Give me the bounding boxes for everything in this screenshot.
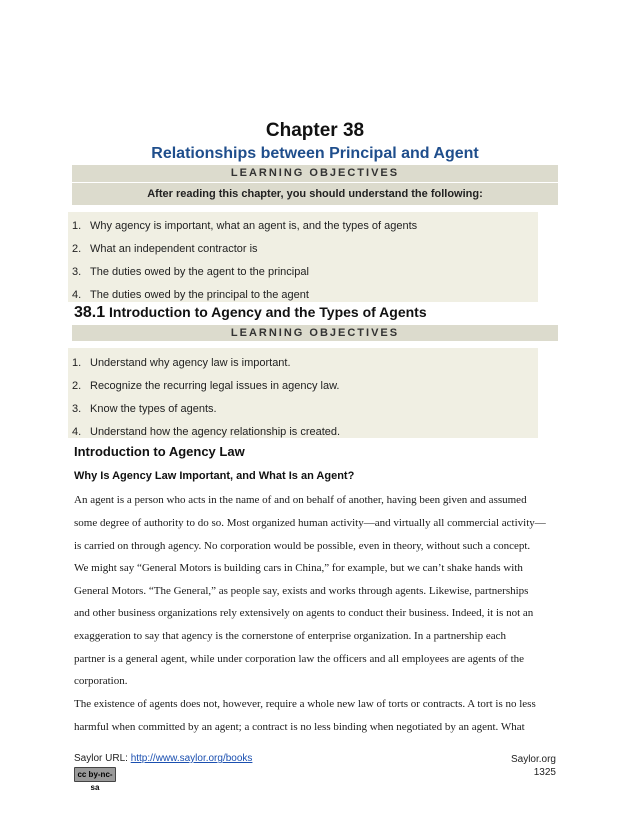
paragraph-line: partner is a general agent, while under corporation law the officers and all employees are agents of the — [74, 653, 525, 665]
paragraph-line: and other business organizations rely extensively on agents to conduct their business. Indeed, it is not an — [74, 607, 534, 619]
list-item — [72, 426, 340, 438]
list-item — [72, 357, 291, 369]
section-objectives-list-box — [68, 348, 538, 438]
list-item-number: 1. — [72, 220, 82, 232]
chapter-subtitle: Relationships between Principal and Agent — [151, 145, 479, 162]
list-item-number: 2. — [72, 243, 82, 255]
list-item-text: Know the types of agents. — [90, 403, 217, 415]
footer-publisher: Saylor.org — [510, 754, 556, 765]
list-item-number: 2. — [72, 380, 82, 392]
footer-page-info — [511, 753, 556, 779]
paragraph-line: An agent is a person who acts in the name of and on behalf of another, having been given and assumed — [74, 494, 527, 506]
list-item-number: 4. — [72, 426, 82, 438]
body-heading: Introduction to Agency Law — [74, 444, 245, 459]
list-item — [72, 243, 258, 255]
footer-url-label: Saylor URL: — [74, 753, 131, 764]
list-item — [72, 289, 309, 301]
list-item — [72, 380, 339, 392]
body-subheading: Why Is Agency Law Important, and What Is an Agent? — [74, 470, 355, 482]
list-item-text: Understand how the agency relationship is created. — [90, 426, 341, 438]
paragraph-line: corporation. — [74, 675, 128, 687]
footer-source — [74, 753, 252, 764]
list-item-text: Recognize the recurring legal issues in agency law. — [90, 380, 340, 392]
license-badge-icon: cc by-nc-sa — [74, 767, 116, 782]
list-item-text: The duties owed by the principal to the agent — [90, 289, 309, 301]
chapter-objectives-list-box — [68, 212, 538, 302]
list-item-text: The duties owed by the agent to the principal — [90, 266, 309, 278]
paragraph-line: The existence of agents does not, however, require a whole new law of torts or contracts. A tort is no less — [74, 698, 536, 710]
footer-url-link[interactable]: http://www.saylor.org/books — [130, 753, 253, 764]
paragraph-line: is carried on through agency. No corporation would be possible, even in theory, without such a concept. — [74, 540, 531, 552]
paragraph-line: some degree of authority to do so. Most organized human activity—and virtually all commercial activity— — [74, 517, 546, 529]
list-item — [72, 403, 217, 415]
list-item-number: 1. — [72, 357, 82, 369]
list-item-number: 4. — [72, 289, 82, 301]
list-item-text: Why agency is important, what an agent is, and the types of agents — [90, 220, 418, 232]
chapter-title: Chapter 38 — [265, 120, 365, 141]
section-number: 38.1 — [74, 304, 106, 321]
chapter-objectives-band: LEARNING OBJECTIVES — [72, 165, 558, 182]
list-item-text: What an independent contractor is — [90, 243, 258, 255]
list-item-number: 3. — [72, 403, 82, 415]
section-objectives-band: LEARNING OBJECTIVES — [72, 325, 558, 341]
page-number: 1325 — [533, 767, 556, 778]
list-item — [72, 220, 417, 232]
paragraph-line: General Motors. “The General,” as people say, exists and works through agents. Likewise, partnerships — [74, 585, 529, 597]
list-item-number: 3. — [72, 266, 82, 278]
list-item-text: Understand why agency law is important. — [90, 357, 291, 369]
section-heading — [74, 304, 427, 322]
chapter-objectives-intro: After reading this chapter, you should understand the following: — [72, 183, 558, 205]
list-item — [72, 266, 309, 278]
section-title: Introduction to Agency and the Types of Agents — [109, 304, 427, 320]
paragraph-line: exaggeration to say that agency is the cornerstone of enterprise organization. In a partnership each — [74, 630, 506, 642]
paragraph-line: We might say “General Motors is building cars in China,” for example, but we can’t shake hands with — [74, 562, 523, 574]
paragraph-line: harmful when committed by an agent; a contract is no less binding when negotiated by an agent. What — [74, 721, 525, 733]
